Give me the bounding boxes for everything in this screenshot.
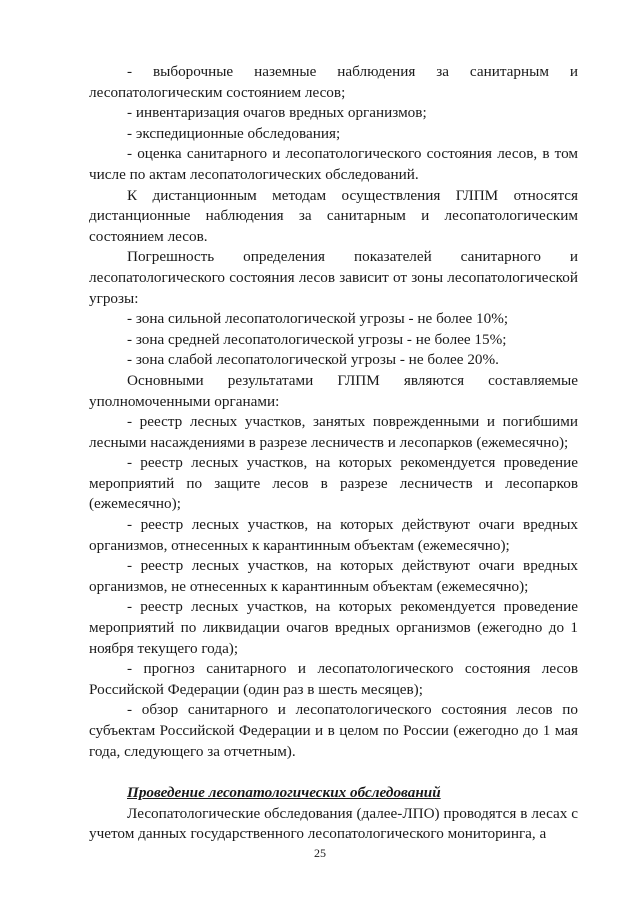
paragraph-inventory-of-foci: - инвентаризация очагов вредных организмов;	[127, 104, 427, 122]
paragraph-registry-protection: - реестр лесных участков, на которых рекомендуется проведение мероприятий по защите лесов в разрезе лесничеств и лесопарков (ежемесячно);	[89, 454, 578, 513]
paragraph-registry-damaged: - реестр лесных участков, занятых поврежденными и погибшими лесными насаждениями в разрезе лесничеств и лесопарков (ежемесячно);	[89, 413, 578, 451]
paragraph-expedition-surveys: - экспедиционные обследования;	[127, 124, 341, 142]
page-number: 25	[314, 846, 326, 860]
paragraph-overview: - обзор санитарного и лесопатологического состояния лесов по субъектам Российской Федерации и в целом по России (ежегодно до 1 мая года, следующего за отчетным).	[89, 701, 578, 760]
paragraph-lpo-intro: Лесопатологические обследования (далее-ЛПО) проводятся в лесах с учетом данных государственного лесопатологического мониторинга, а	[89, 804, 578, 843]
paragraph-accuracy-intro: Погрешность определения показателей санитарного и лесопатологического состояния лесов зависит от зоны лесопатологической угрозы:	[89, 248, 578, 307]
section-heading: Проведение лесопатологических обследований	[127, 784, 441, 802]
document-body	[89, 62, 578, 845]
paragraph-main-results-intro: Основными результатами ГЛПМ являются составляемые уполномоченными органами:	[89, 371, 578, 410]
paragraph-condition-assessment: - оценка санитарного и лесопатологического состояния лесов, в том числе по актам лесопатологических обследований.	[89, 145, 578, 183]
paragraph-registry-quarantine: - реестр лесных участков, на которых действуют очаги вредных организмов, отнесенных к карантинным объектам (ежемесячно);	[89, 516, 578, 554]
paragraph-registry-elimination: - реестр лесных участков, на которых рекомендуется проведение мероприятий по ликвидации очагов вредных организмов (ежегодно до 1 ноября текущего года);	[89, 598, 578, 657]
paragraph-zone-medium: - зона средней лесопатологической угрозы - не более 15%;	[127, 330, 507, 348]
paragraph-zone-strong: - зона сильной лесопатологической угрозы - не более 10%;	[127, 310, 509, 328]
paragraph-registry-non-quarantine: - реестр лесных участков, на которых действуют очаги вредных организмов, не отнесенных к карантинным объектам (ежемесячно);	[89, 557, 578, 595]
paragraph-forecast: - прогноз санитарного и лесопатологического состояния лесов Российской Федерации (один раз в шесть месяцев);	[89, 660, 578, 698]
paragraph-zone-weak: - зона слабой лесопатологической угрозы - не более 20%.	[127, 351, 499, 369]
paragraph-selective-ground-observations: - выборочные наземные наблюдения за санитарным и лесопатологическим состоянием лесов;	[89, 63, 578, 101]
paragraph-remote-methods: К дистанционным методам осуществления ГЛПМ относятся дистанционные наблюдения за санитарным и лесопатологическим состоянием лесов.	[89, 186, 578, 245]
